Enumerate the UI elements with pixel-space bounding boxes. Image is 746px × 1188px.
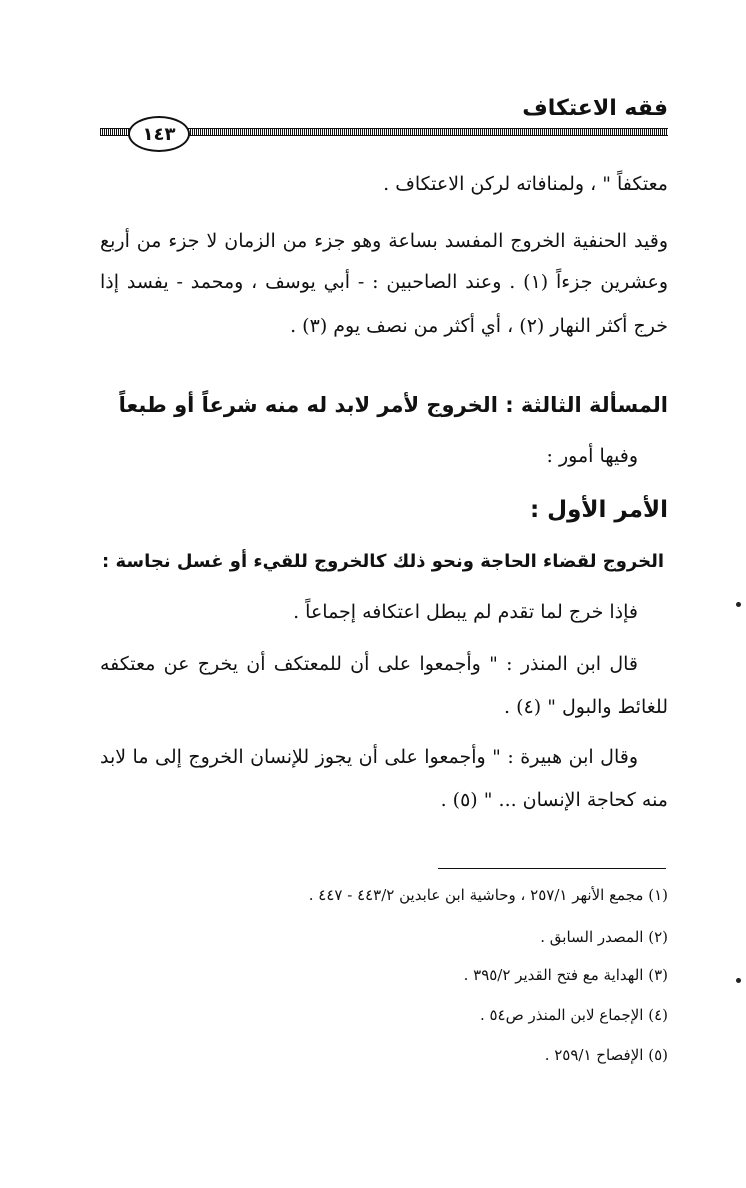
intro-line: وفيها أمور : (546, 445, 638, 467)
body-line: منه كحاجة الإنسان ... " (٥) . (440, 789, 668, 811)
issue-heading: المسألة الثالثة : الخروج لأمر لابد له منه شرعاً أو طبعاً (118, 393, 668, 417)
footnote: (٥) الإفصاح ٢٥٩/١ . (544, 1046, 668, 1064)
first-matter-description: الخروج لقضاء الحاجة ونحو ذلك كالخروج للقيء أو غسل نجاسة : (102, 551, 664, 572)
body-line: وقال ابن هبيرة : " وأجمعوا على أن يجوز للإنسان الخروج إلى ما لابد (100, 746, 638, 768)
body-line: للغائط والبول " (٤) . (504, 696, 668, 718)
body-line: قال ابن المنذر : " وأجمعوا على أن للمعتكف أن يخرج عن معتكفه (100, 653, 638, 675)
body-line: وقيد الحنفية الخروج المفسد بساعة وهو جزء من الزمان لا جزء من أربع (100, 230, 668, 252)
margin-mark (736, 602, 741, 607)
body-line: خرج أكثر النهار (٢) ، أي أكثر من نصف يوم (٣) . (290, 315, 668, 337)
running-header-title: فقه الاعتكاف (522, 96, 668, 121)
body-line: وعشرين جزءاً (١) . وعند الصاحبين : - أبي يوسف ، ومحمد - يفسد إذا (100, 271, 668, 293)
first-matter-heading: الأمر الأول : (529, 497, 668, 523)
page-number: ١٤٣ (128, 116, 190, 152)
body-line: معتكفاً " ، ولمنافاته لركن الاعتكاف . (383, 173, 668, 195)
footnote: (٤) الإجماع لابن المنذر ص٥٤ . (479, 1006, 668, 1024)
margin-mark (736, 978, 741, 983)
footnote: (٢) المصدر السابق . (540, 928, 668, 946)
footnote: (٣) الهداية مع فتح القدير ٣٩٥/٢ . (463, 966, 668, 984)
body-line: فإذا خرج لما تقدم لم يبطل اعتكافه إجماعاً . (293, 601, 638, 623)
footnote: (١) مجمع الأنهر ٢٥٧/١ ، وحاشية ابن عابدين ٤٤٣/٢ - ٤٤٧ . (308, 886, 668, 904)
footnote-separator (438, 868, 666, 869)
